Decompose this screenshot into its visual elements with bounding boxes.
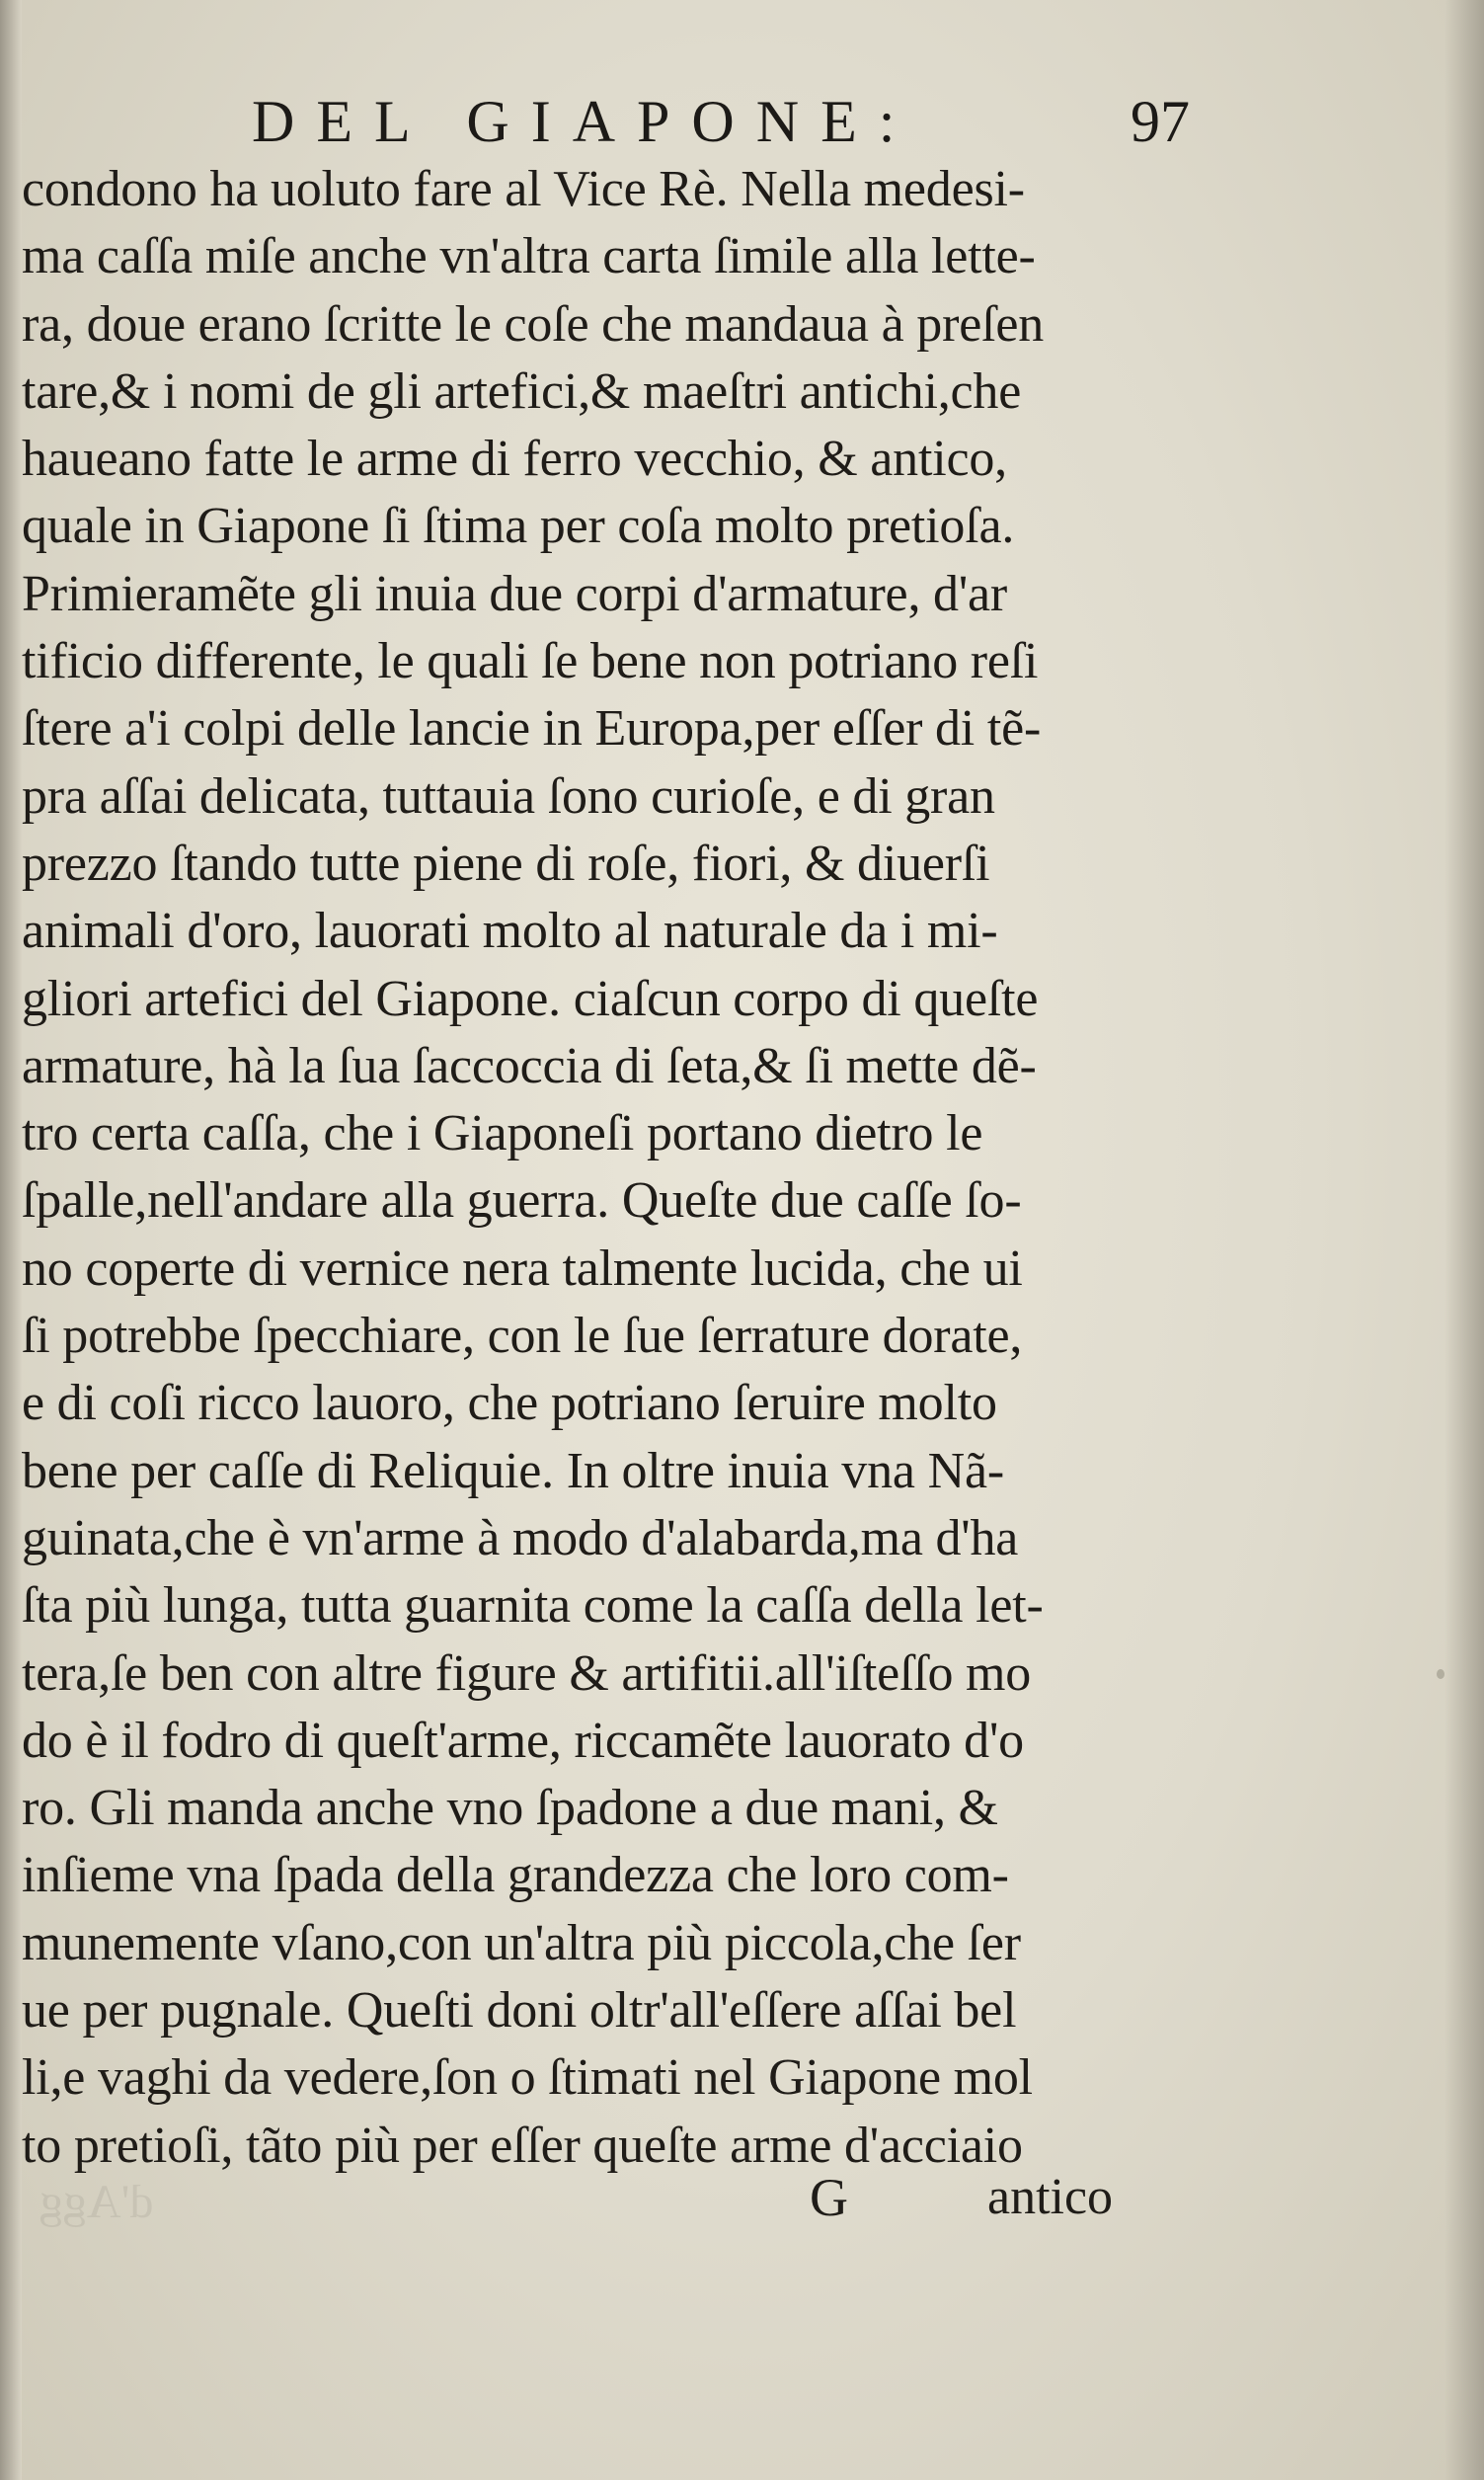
text-line: ue per pugnale. Queſti doni oltr'all'eſſere aſſai bel [22, 1982, 1017, 2040]
text-line: munemente vſano,con un'altra più piccola,che ſer [22, 1914, 1021, 1971]
running-title: DEL GIAPONE: [252, 89, 917, 154]
text-line: ma caſſa miſe anche vn'altra carta ſimile alla lette- [22, 228, 1036, 285]
text-line: no coperte di vernice nera talmente lucida, che ui [22, 1240, 1023, 1297]
text-line: prezzo ſtando tutte piene di roſe, fiori, & diuerſi [22, 835, 990, 892]
text-line: to pretioſi, tãto più per eſſer queſte arme d'acciaio [22, 2117, 1023, 2174]
text-line: guinata,che è vn'arme à modo d'alabarda,ma d'ha [22, 1509, 1019, 1566]
text-line: pra aſſai delicata, tuttauia ſono curioſe, e di gran [22, 767, 995, 825]
text-line: Primieramẽte gli inuia due corpi d'armature, d'ar [22, 565, 1008, 622]
text-line: animali d'oro, lauorati molto al naturale da i mi- [22, 903, 998, 960]
text-line: tro certa caſſa, che i Giaponeſi portano dietro le [22, 1105, 983, 1162]
text-line: ſta più lunga, tutta guarnita come la caſſa della let- [22, 1577, 1044, 1635]
text-line: do è il fodro di queſt'arme, riccamẽte lauorato d'o [22, 1712, 1024, 1769]
page-number: 97 [1131, 89, 1190, 154]
text-line: tare,& i nomi de gli artefici,& maeſtri antichi,che [22, 362, 1022, 420]
page-header [252, 77, 1239, 166]
text-line: tera,ſe ben con altre figure & artifitii.all'iſteſſo mo [22, 1644, 1032, 1702]
text-line: e di coſi ricco lauoro, che potriano ſeruire molto [22, 1375, 997, 1432]
text-line: quale in Giapone ſi ſtima per coſa molto pretioſa. [22, 498, 1015, 555]
text-line: inſieme vna ſpada della grandezza che loro com- [22, 1847, 1009, 1904]
text-line: ra, doue erano ſcritte le coſe che mandaua à preſen [22, 295, 1045, 353]
page-gutter-shadow [0, 0, 22, 2480]
text-line: ro. Gli manda anche vno ſpadone a due mani, & [22, 1780, 998, 1837]
text-line: tificio differente, le quali ſe bene non potriano reſi [22, 633, 1039, 690]
text-line: armature, hà la ſua ſaccoccia di ſeta,& ſi mette dẽ- [22, 1037, 1037, 1094]
text-line: li,e vaghi da vedere,ſon o ſtimati nel Giapone mol [22, 2049, 1033, 2107]
text-line: condono ha uoluto fare al Vice Rè. Nella medesi- [22, 161, 1025, 217]
text-line: haueano fatte le arme di ferro vecchio, & antico, [22, 431, 1007, 488]
text-line: ſi potrebbe ſpecchiare, con le ſue ſerrature dorate, [22, 1308, 1023, 1365]
text-line: gliori artefici del Giapone. ciaſcun corpo di queſte [22, 970, 1039, 1027]
body-text [22, 156, 1236, 2180]
page-edge-shadow [1445, 0, 1484, 2480]
text-line: ſtere a'i colpi delle lancie in Europa,per eſſer di tẽ- [22, 700, 1042, 758]
paper-stain [1437, 1669, 1445, 1679]
signature-mark: G [810, 2168, 848, 2227]
bleed-through-shadow: d'Agg [39, 2176, 154, 2228]
page-footer [810, 2158, 1224, 2237]
catchword: antico [987, 2169, 1114, 2225]
text-line: bene per caſſe di Reliquie. In oltre inuia vna Nã- [22, 1442, 1004, 1499]
text-line: ſpalle,nell'andare alla guerra. Queſte due caſſe ſo- [22, 1172, 1022, 1230]
